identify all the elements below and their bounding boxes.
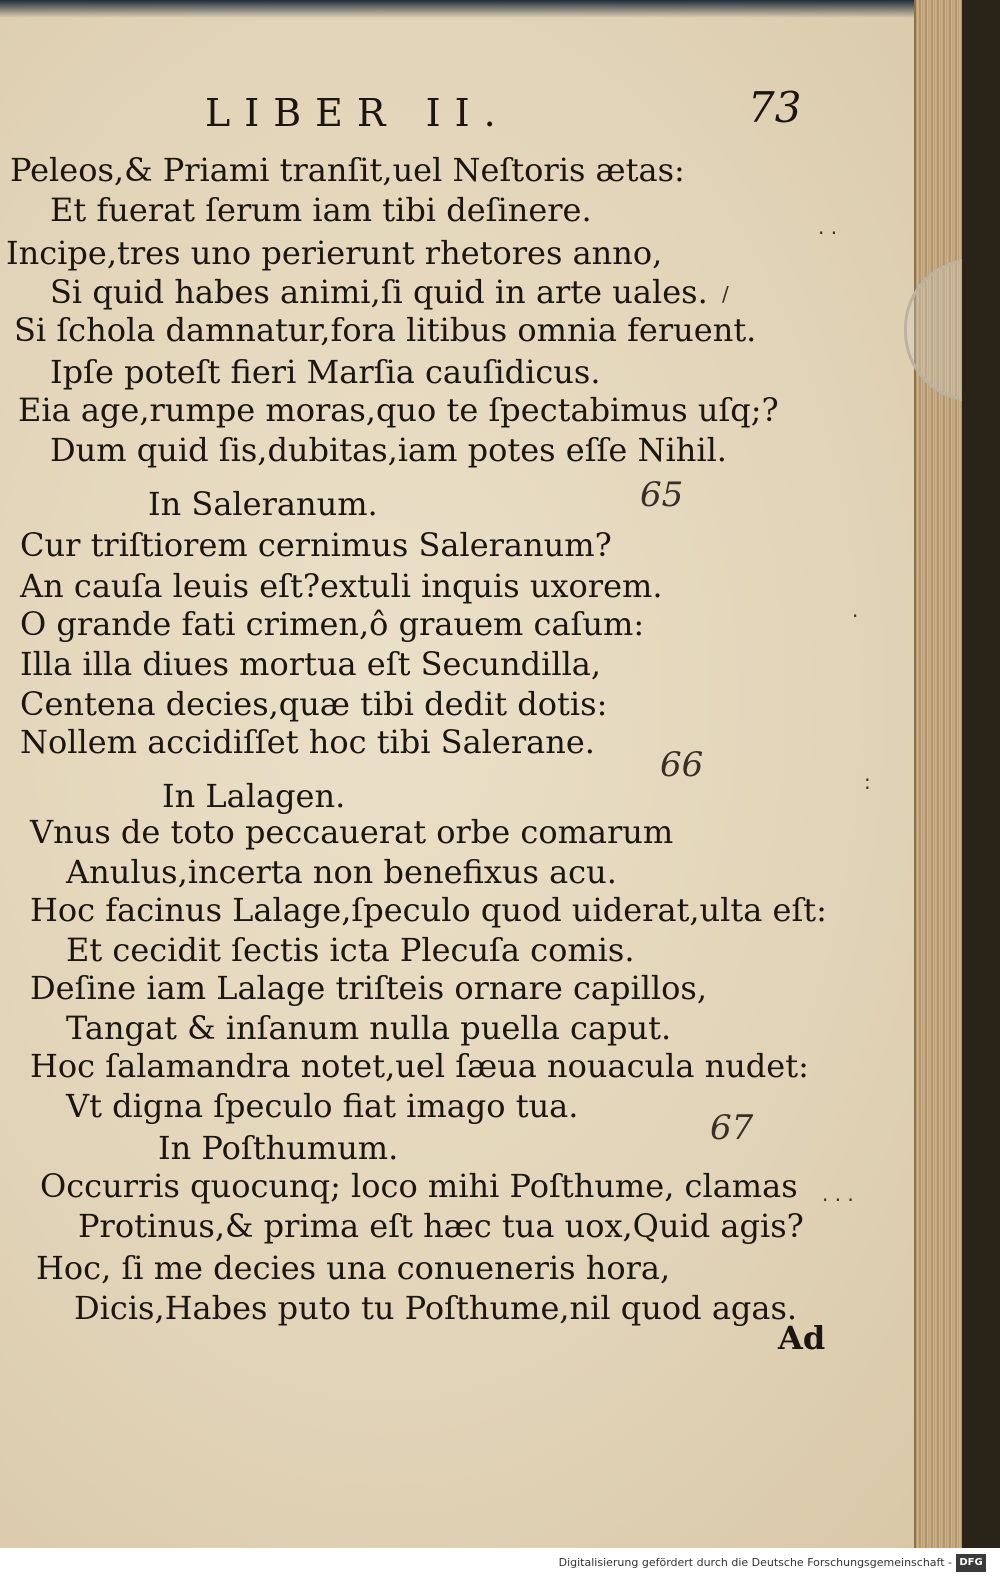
verse-line: Hoc ſalamandra notet,uel ſæua nouacula nudet: [30,1047,809,1085]
verse-line: Si quid habes animi,ſi quid in arte uales. [50,273,708,311]
top-edge-shadow [0,0,962,18]
margin-mark: . . [818,215,838,239]
footer-credit: Digitalisierung gefördert durch die Deutsche Forschungsgemeinschaft - [558,1556,952,1569]
verse-line: Anulus,incerta non benefixus acu. [66,853,617,891]
verse-line: Occurris quocunq; loco mihi Poſthume, clamas [40,1167,798,1205]
running-head: LIBER II. [205,91,510,135]
verse-line: Protinus,& prima eſt hæc tua uox,Quid agis? [78,1207,804,1245]
verse-line: An cauſa leuis eſt?extuli inquis uxorem. [20,567,663,605]
verse-line: O grande fati crimen,ô grauem caſum: [20,605,645,643]
page-edges [914,0,962,1548]
handwritten-number: 67 [710,1108,754,1148]
verse-line: Si ſchola damnatur,fora litibus omnia feruent. [14,311,757,349]
poem-title: In Poſthumum. [158,1129,399,1167]
verse-line: Deſine iam Lalage triſteis ornare capillos, [30,969,708,1007]
footer-bar [0,1548,1000,1581]
margin-mark: . [852,598,859,622]
verse-line: Et cecidit ſectis icta Plecuſa comis. [66,931,635,969]
margin-mark: . . . [822,1182,854,1206]
verse-line: Cur triſtiorem cernimus Saleranum? [20,526,612,564]
poem-title: In Lalagen. [162,777,346,815]
poem-title: In Saleranum. [148,485,378,523]
verse-line: Vt digna ſpeculo fiat imago tua. [66,1087,579,1125]
verse-line: Centena decies,quæ tibi dedit dotis: [20,685,608,723]
verse-line: Hoc facinus Lalage,ſpeculo quod uiderat,ulta eſt: [30,891,827,929]
verse-line: Peleos,& Priami tranſit,uel Neſtoris ætas: [10,151,685,189]
verse-line: Tangat & inſanum nulla puella caput. [66,1009,672,1047]
clasp-tab [904,258,962,402]
verse-line: Hoc, ſi me decies una conueneris hora, [36,1249,671,1287]
margin-mark: / [722,282,729,306]
margin-mark: : [864,770,871,794]
verse-line: Ipſe poteſt fieri Marſia cauſidicus. [50,353,601,391]
page-number: 73 [748,83,802,132]
verse-line: Nollem accidiſſet hoc tibi Salerane. [20,723,595,761]
verse-line: Dicis,Habes puto tu Poſthume,nil quod agas. [74,1289,798,1327]
verse-line: Illa illa diues mortua eſt Secundilla, [20,645,602,683]
verse-line: Incipe,tres uno perierunt rhetores anno, [6,234,663,272]
verse-line: Eia age,rumpe moras,quo te ſpectabimus uſq;? [18,391,779,429]
verse-line: Et fuerat ſerum iam tibi deſinere. [50,191,592,229]
handwritten-number: 65 [640,475,684,515]
dfg-logo: DFG [956,1554,986,1572]
handwritten-number: 66 [660,745,704,785]
verse-line: Vnus de toto peccauerat orbe comarum [30,813,674,851]
catchword: Ad [778,1319,826,1357]
verse-line: Dum quid ſis,dubitas,iam potes eſſe Nihil. [50,431,727,469]
